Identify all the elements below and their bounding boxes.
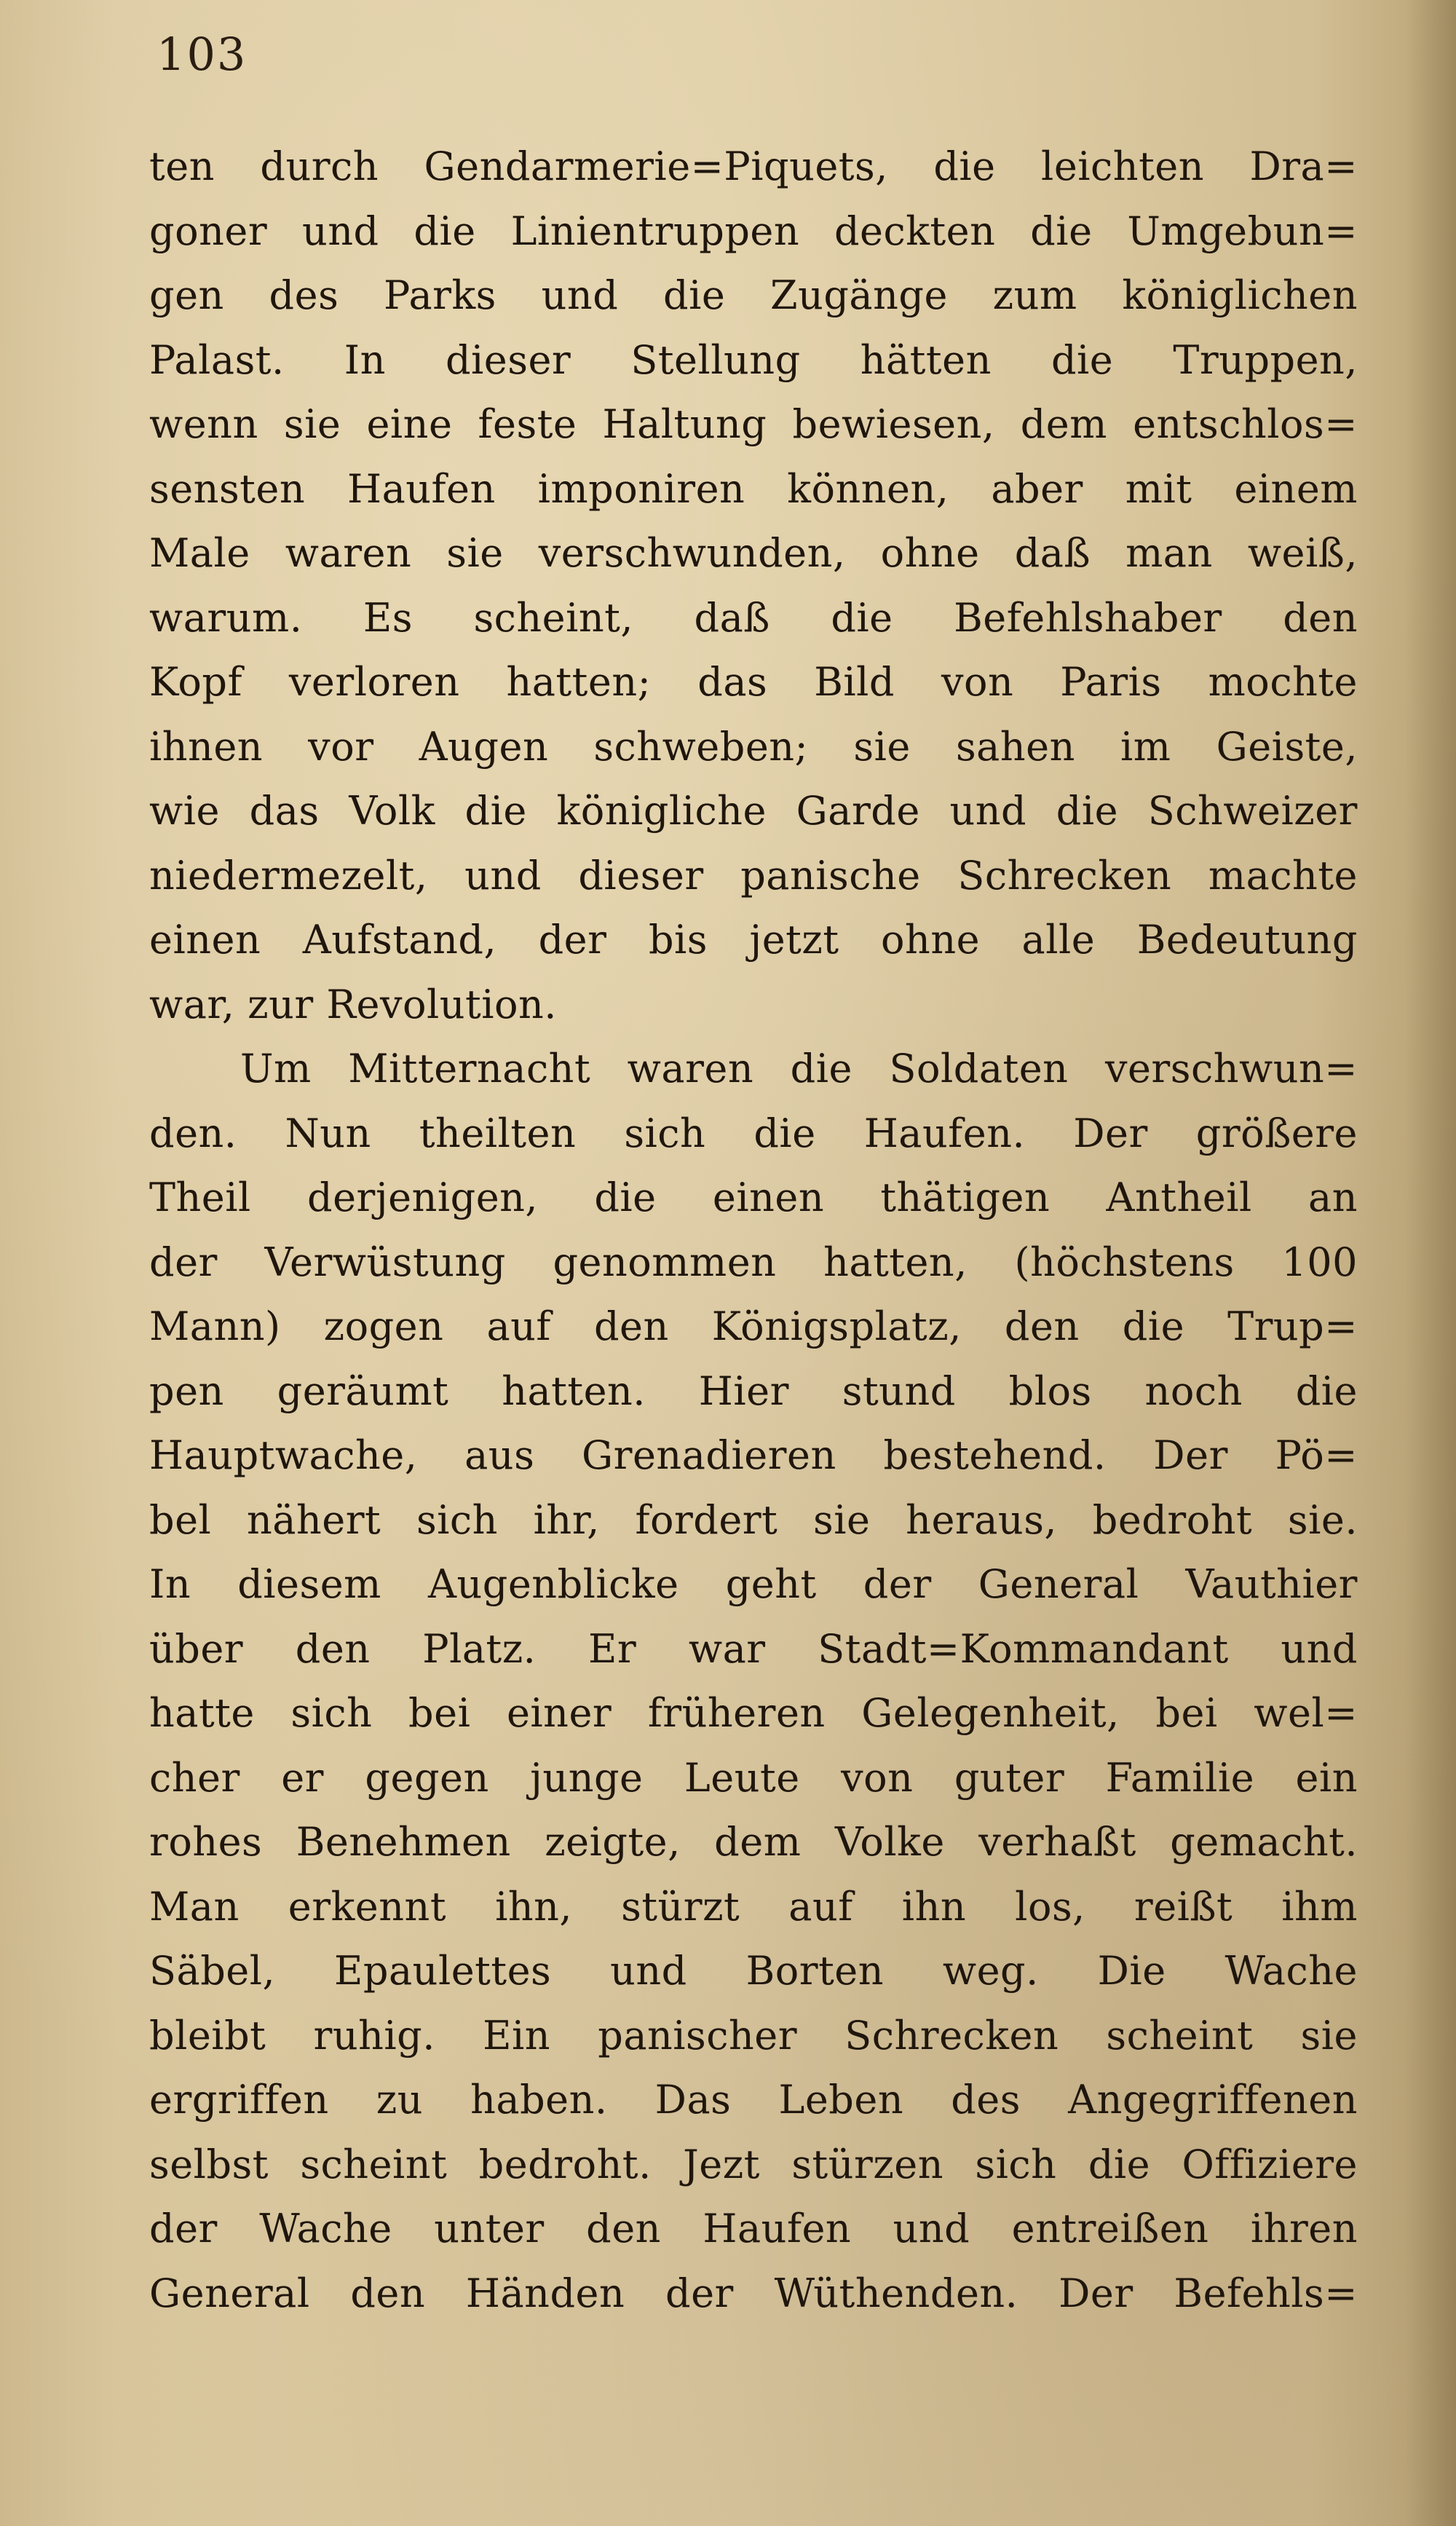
text-line: niedermezelt, und dieser panische Schrecken machte [149, 852, 1358, 899]
text-line: über den Platz. Er war Stadt=Kommandant und [149, 1625, 1358, 1672]
text-line: Theil derjenigen, die einen thätigen Antheil an [149, 1175, 1358, 1220]
text-line: Male waren sie verschwunden, ohne daß man weiß, [149, 530, 1358, 576]
text-line: ergriffen zu haben. Das Leben des Angegriffenen [149, 2077, 1358, 2123]
text-line: den. Nun theilten sich die Haufen. Der größere [149, 1110, 1358, 1156]
text-line: hatte sich bei einer früheren Gelegenheit, bei wel= [149, 1690, 1358, 1736]
text-line: bleibt ruhig. Ein panischer Schrecken scheint sie [149, 2012, 1358, 2059]
text-line: bel nähert sich ihr, fordert sie heraus, bedroht sie. [149, 1496, 1358, 1543]
text-line: cher er gegen junge Leute von guter Familie ein [149, 1754, 1358, 1801]
text-line: pen geräumt hatten. Hier stund blos noch die [149, 1367, 1358, 1414]
text-line: Palast. In dieser Stellung hätten die Truppen, [149, 336, 1358, 383]
text-line: der Verwüstung genommen hatten, (höchstens 100 [149, 1239, 1358, 1285]
spine-shadow [1405, 0, 1456, 2526]
text-line: warum. Es scheint, daß die Befehlshaber den [149, 594, 1358, 641]
paragraph-end-line: war, zur Revolution. [149, 981, 557, 1027]
text-line: rohes Benehmen zeigte, dem Volke verhaßt gemacht. [149, 1819, 1358, 1865]
paragraph-start-line: Um Mitternacht waren die Soldaten verschwun= [240, 1046, 1358, 1092]
text-line: Säbel, Epaulettes und Borten weg. Die Wache [149, 1948, 1358, 1994]
text-line: sensten Haufen imponiren können, aber mit einem [149, 465, 1358, 512]
text-line: einen Aufstand, der bis jetzt ohne alle Bedeutung [149, 917, 1358, 963]
text-line: General den Händen der Wüthenden. Der Befehls= [149, 2270, 1358, 2316]
page-number: 103 [157, 28, 248, 81]
text-line: Man erkennt ihn, stürzt auf ihn los, reißt ihm [149, 1883, 1358, 1930]
text-line: goner und die Linientruppen deckten die Umgebun= [149, 208, 1358, 254]
text-line: der Wache unter den Haufen und entreißen ihren [149, 2206, 1358, 2251]
text-line: Hauptwache, aus Grenadieren bestehend. Der Pö= [149, 1432, 1358, 1478]
text-line: gen des Parks und die Zugänge zum königlichen [149, 272, 1358, 318]
text-line: wie das Volk die königliche Garde und die Schweizer [149, 788, 1358, 834]
text-line: ten durch Gendarmerie=Piquets, die leichten Dra= [149, 143, 1358, 189]
text-line: Mann) zogen auf den Königsplatz, den die Trup= [149, 1303, 1358, 1349]
text-line: Kopf verloren hatten; das Bild von Paris mochte [149, 659, 1358, 705]
text-line: wenn sie eine feste Haltung bewiesen, dem entschlos= [149, 401, 1358, 447]
body-text [149, 135, 1358, 2326]
text-line: selbst scheint bedroht. Jezt stürzen sich die Offiziere [149, 2141, 1358, 2187]
text-line: In diesem Augenblicke geht der General Vauthier [149, 1561, 1358, 1607]
text-line: ihnen vor Augen schweben; sie sahen im Geiste, [149, 723, 1358, 770]
